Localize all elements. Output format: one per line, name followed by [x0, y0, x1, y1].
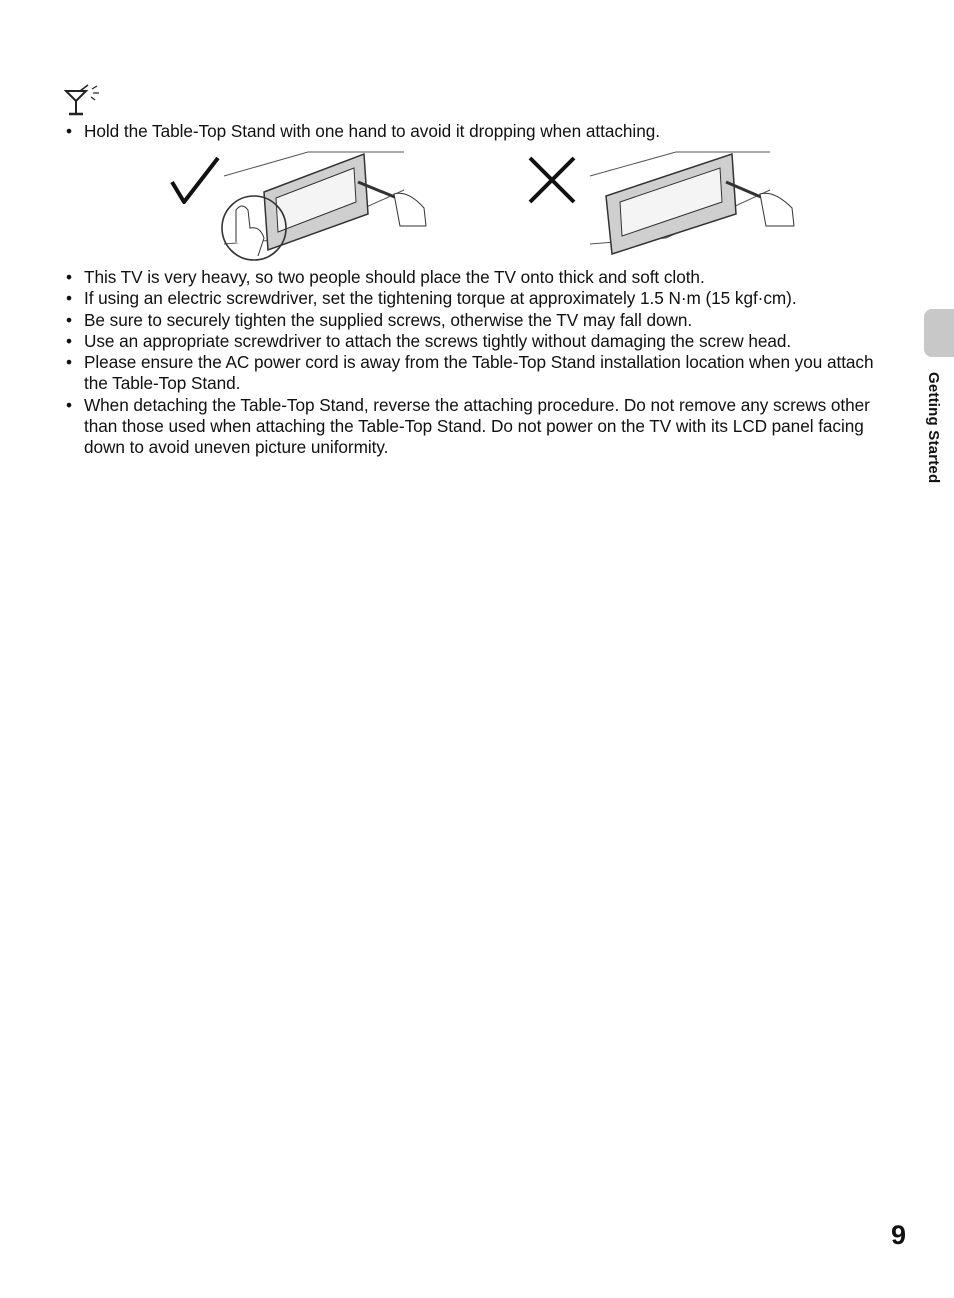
cross-mark-icon — [530, 158, 574, 202]
list-item-text: Be sure to securely tighten the supplied screws, otherwise the TV may fall down. — [84, 309, 693, 330]
list-item — [66, 395, 900, 459]
bullet-dot: • — [66, 288, 72, 309]
list-item-text: Please ensure the AC power cord is away from the Table-Top Stand installation location when you attach the Table-Top Stand. — [84, 352, 874, 394]
list-item — [66, 267, 900, 288]
list-item — [66, 352, 900, 395]
bullet-dot: • — [66, 394, 72, 415]
lamp-icon — [64, 83, 104, 117]
list-item — [66, 310, 900, 331]
list-item-text: When detaching the Table-Top Stand, reverse the attaching procedure. Do not remove any screws other than those used when attaching the Table-Top Stand. Do not power on the TV with its LCD panel facing down to avoid uneven picture uniformity. — [84, 394, 870, 458]
list-item-text: This TV is very heavy, so two people should place the TV onto thick and soft cloth. — [84, 267, 705, 287]
bullet-dot: • — [66, 352, 72, 373]
bullet-dot: • — [66, 121, 72, 141]
bullet-dot: • — [66, 267, 72, 287]
bullet-dot: • — [66, 330, 72, 351]
tip-list-bottom — [66, 267, 900, 459]
list-item-text: Use an appropriate screwdriver to attach the screws tightly without damaging the screw head. — [84, 330, 792, 351]
list-item — [66, 288, 900, 309]
check-mark-icon — [172, 158, 218, 202]
correct-hold-illustration — [168, 146, 430, 262]
bullet-dot: • — [66, 309, 72, 330]
list-item — [66, 331, 900, 352]
page-number: 9 — [890, 1220, 906, 1250]
section-label: Getting Started — [925, 372, 942, 484]
list-item — [66, 121, 900, 142]
incorrect-hold-illustration — [526, 146, 798, 262]
section-tab — [924, 309, 954, 357]
list-item-text: If using an electric screwdriver, set the tightening torque at approximately 1.5 N·m (15 kgf·cm). — [84, 288, 797, 309]
tip-list-top — [66, 121, 900, 142]
list-item-text: Hold the Table-Top Stand with one hand to avoid it dropping when attaching. — [84, 121, 660, 141]
